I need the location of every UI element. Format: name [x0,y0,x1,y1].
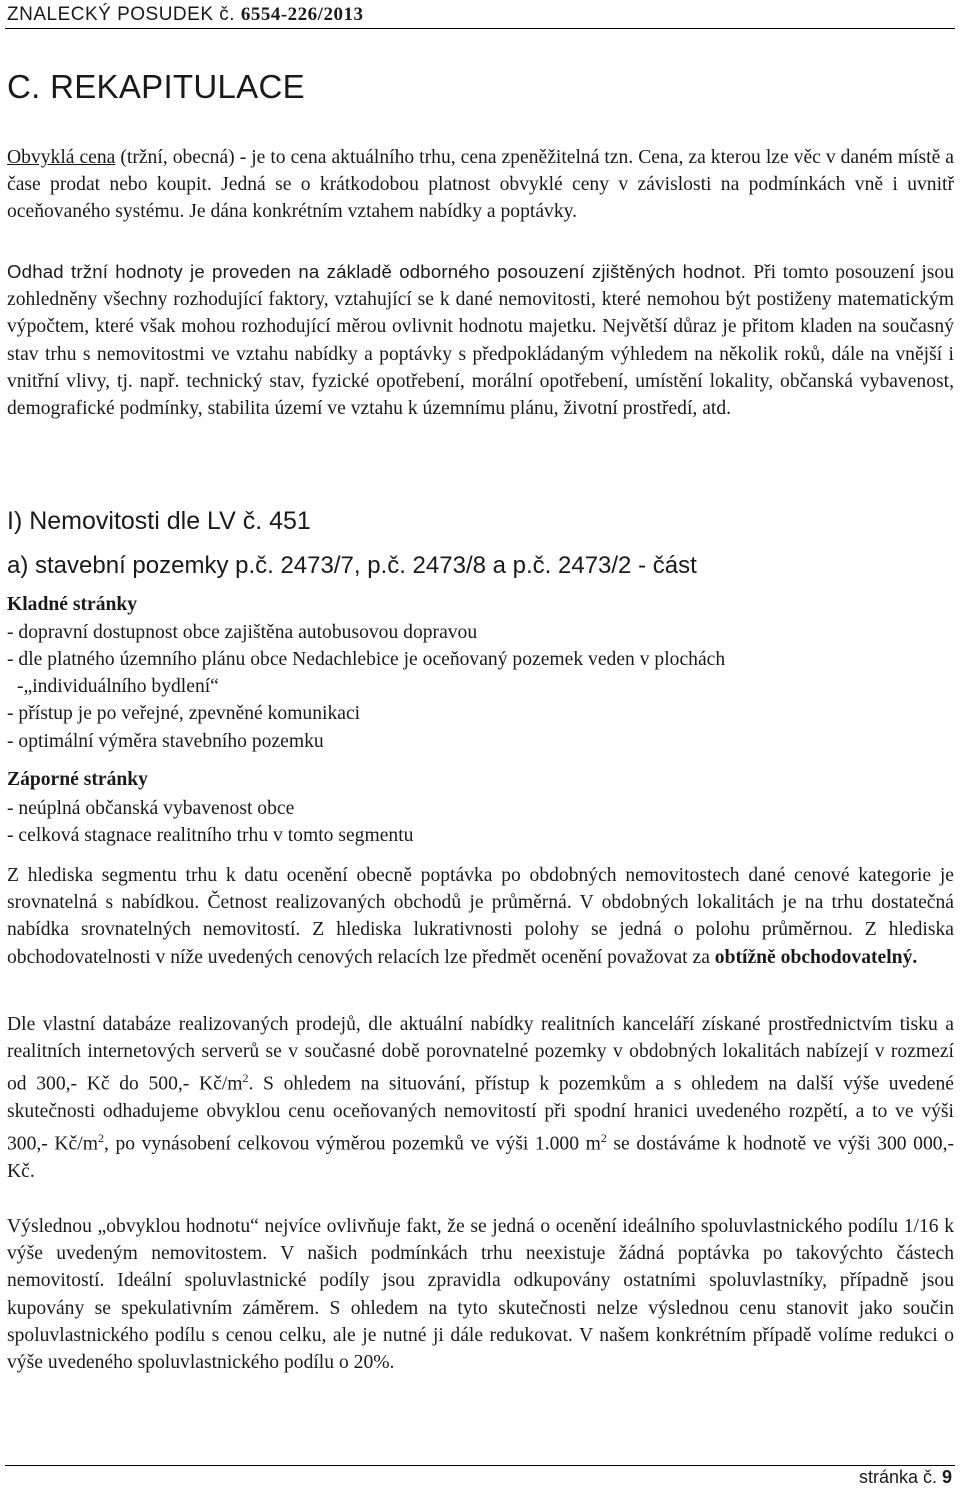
segment-bold: obtížně obchodovatelný. [714,946,918,968]
paragraph-market-segment [7,862,954,971]
header-rule [5,28,955,29]
page-title: C. REKAPITULACE [7,68,305,105]
page-footer [859,1467,952,1488]
database-text-c: , po vynásobení celkovou výměrou pozemků ve výši 1.000 m [103,1133,601,1155]
superscript: 2 [97,1131,104,1146]
negative-item: - celková stagnace realitního trhu v tomto segmentu [7,825,414,846]
header-prefix: ZNALECKÝ POSUDEK č. [7,4,241,25]
section-heading-pozemky: a) stavební pozemky p.č. 2473/7, p.č. 2473/8 a p.č. 2473/2 - část [7,552,697,579]
footer-rule [5,1465,955,1466]
segment-text: Z hlediska segmentu trhu k datu ocenění obecně poptávka po obdobných nemovitostech dané cenové kategorie je srovnatelná s nabídkou. Četnost realizovaných obchodů je průměrná. V obdobných lokalitách je na trhu dostatečná nabídka srovnatelných nemovitostí. Z hlediska lukrativnosti polohy se jedná o polohu průměrnou. Z hlediska obchodovatelnosti v níže uvedených cenových relacích lze předmět ocenění považovat za [7,865,954,968]
estimate-sans-text: Odhad tržní hodnoty je proveden na základě odborného posouzení zjištěných hodnot. [7,261,754,282]
positive-item: - optimální výměra stavebního pozemku [7,731,324,752]
intro-definition [7,144,954,226]
positive-item: -„individuálního bydlení“ [17,676,219,697]
positive-item: - dle platného územního plánu obce Nedachlebice je oceňovaný pozemek veden v plochách [7,649,726,670]
header-number: 6554-226/2013 [240,4,364,25]
positive-item: - dopravní dostupnost obce zajištěna autobusovou dopravou [7,622,478,643]
negative-item: - neúplná občanská vybavenost obce [7,798,295,819]
database-text-b: . S ohledem na situování, přístup k pozemkům a s ohledem na další výše uvedené skutečnosti odhadujeme obvyklou cenu oceňovaných nemovitostí při spodní hranici uvedeného rozpětí, a to ve výši 300,- Kč/m [7,1073,954,1155]
superscript: 2 [600,1131,607,1146]
footer-label: stránka č. [858,1467,942,1487]
negative-heading: Záporné stránky [7,769,148,790]
paragraph-database [7,1011,954,1185]
estimate-serif-text: Při tomto posouzení jsou zohledněny všechny rozhodující faktory, vztahující se k dané nemovitosti, které nemohou být postiženy matematickým výpočtem, které však mohou rozhodující měrou ovlivnit hodnotu majetku. [7,262,954,338]
paragraph-result: Výslednou „obvyklou hodnotu“ nejvíce ovlivňuje fakt, že se jedná o ocenění ideálního spoluvlastnického podílu 1/16 k výše uvedeným nemovitostem. V našich podmínkách trhu neexistuje žádná poptávka po takovýchto částech nemovitostí. Ideální spoluvlastnické podíly jsou zpravidla odkupovány ostatními spoluvlastníky, případně jsou kupovány se spekulativním záměrem. S ohledem na tyto skutečnosti nelze výslednou cenu stanovit jako součin spoluvlastnického podílu s cenou celku, ale je nutné ji dále redukovat. V našem konkrétním případě volíme redukci o výše uvedeného spoluvlastnického podílu o 20%. [7,1216,954,1374]
superscript: 2 [242,1071,249,1086]
definition-text: (tržní, obecná) - je to cena aktuálního trhu, cena zpeněžitelná tzn. Cena, za kterou lze věc v daném místě a čase prodat nebo koupit. Jedná se o krátkodobou platnost obvyklé ceny v závislosti na podmínkách vně i uvnitř oceňovaného systému. Je dána konkrétním vztahem nabídky a poptávky. [7,147,955,223]
database-text-d: se dostáváme k hodnotě ve výši 300 000,- Kč. [7,1133,954,1183]
section-heading-nemovitosti: I) Nemovitosti dle LV č. 451 [7,507,311,535]
positive-heading: Kladné stránky [7,594,138,615]
term-obvykla-cena: Obvyklá cena [7,147,116,168]
estimate-serif-text-2: Největší důraz je přitom kladen na současný stav trhu s nemovitostmi ve vztahu nabídky a poptávky s předpokládaným výhledem na několik roků, dále na vnější i vnitřní vlivy, tj. např. technický stav, fyzické opotřebení, morální opotřebení, umístění lokality, občanská vybavenost, demografické podmínky, stabilita území ve vztahu k územnímu plánu, životní prostředí, atd. [7,316,955,420]
database-text-a: Dle vlastní databáze realizovaných prodejů, dle aktuální nabídky realitních kanceláří získané prostřednictvím tisku a realitních internetových serverů se v současné době porovnatelné pozemky v obdobných lokalitách nabízejí v rozmezí od 300,- Kč do 500,- Kč/m [7,1014,954,1095]
document-header [7,4,363,26]
page-number: 9 [941,1467,952,1487]
positive-item: - přístup je po veřejné, zpevněné komunikaci [7,703,361,724]
intro-estimate [7,258,954,422]
